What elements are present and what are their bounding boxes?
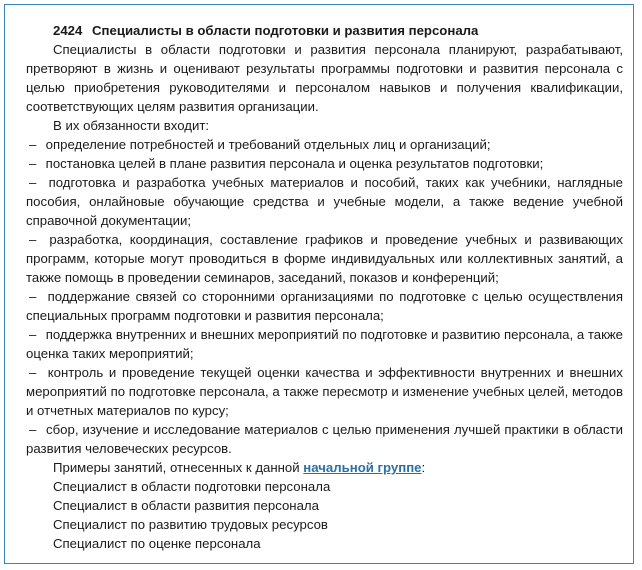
duties-intro: В их обязанности входит: <box>53 118 210 133</box>
dash-marker: – <box>29 175 37 190</box>
example-occupation: Специалист в области подготовки персонала <box>53 479 331 494</box>
duty-text: подготовка и разработка учебных материалов и пособий, таких как учебники, наглядные пособия, онлайновые обучающие средства и учебные модели, а также ведение учебной справочной документации; <box>26 175 624 228</box>
dash-marker: – <box>29 137 37 152</box>
dash-marker: – <box>29 422 37 437</box>
duty-item <box>26 363 623 420</box>
duty-item <box>26 420 623 458</box>
example-occupation: Специалист по развитию трудовых ресурсов <box>53 517 328 532</box>
dash-marker: – <box>29 365 37 380</box>
intro-paragraph: Специалисты в области подготовки и развития персонала планируют, разрабатывают, претворяют в жизнь и оценивают результаты программы подготовки и развития персонала с целью приобретения руководителями и персоналом навыков и получения квалификации, соответствующих целям развития организации. <box>26 42 623 114</box>
dash-marker: – <box>29 156 37 171</box>
group-title: Специалисты в области подготовки и развития персонала <box>92 23 479 38</box>
example-occupation: Специалист по оценке персонала <box>53 536 261 551</box>
example-occupation: Специалист в области развития персонала <box>53 498 319 513</box>
duty-item <box>26 325 623 363</box>
duty-text: поддержание связей со сторонними организациями по подготовке с целью осуществления специальных программ подготовки и развития персонала; <box>26 289 623 323</box>
duty-item <box>26 287 623 325</box>
duty-text: поддержка внутренних и внешних мероприятий по подготовке и развитию персонала, а также оценка таких мероприятий; <box>26 327 623 361</box>
duty-text: постановка целей в плане развития персонала и оценка результатов подготовки; <box>45 156 544 171</box>
dash-marker: – <box>29 232 37 247</box>
dash-marker: – <box>29 327 37 342</box>
section-heading <box>53 21 623 40</box>
duty-item <box>26 154 623 173</box>
examples-intro <box>26 458 623 477</box>
examples-intro-colon: : <box>421 460 426 475</box>
duties-list <box>26 135 623 458</box>
examples-list <box>26 477 623 553</box>
duty-text: разработка, координация, составление графиков и проведение учебных и развивающих программ, которые могут проводиться в форме индивидуальных или коллективных занятий, а также помощь в проведении семинаров, заседаний, показов и конференций; <box>26 232 623 285</box>
duty-item <box>26 135 623 154</box>
duty-text: контроль и проведение текущей оценки качества и эффективности внутренних и внешних мероприятий по подготовке персонала, а также пересмотр и изменение учебных целей, методов и отчетных материалов по курсу; <box>26 365 623 418</box>
examples-intro-text: Примеры занятий, отнесенных к данной <box>53 460 300 475</box>
dash-marker: – <box>29 289 37 304</box>
duty-item <box>26 173 623 230</box>
primary-group-link[interactable]: начальной группе <box>303 460 422 475</box>
duty-text: сбор, изучение и исследование материалов с целью применения лучшей практики в области развития человеческих ресурсов. <box>26 422 623 456</box>
content-frame <box>4 4 634 564</box>
duty-item <box>26 230 623 287</box>
group-code: 2424 <box>53 23 83 38</box>
duty-text: определение потребностей и требований отдельных лиц и организаций; <box>45 137 491 152</box>
